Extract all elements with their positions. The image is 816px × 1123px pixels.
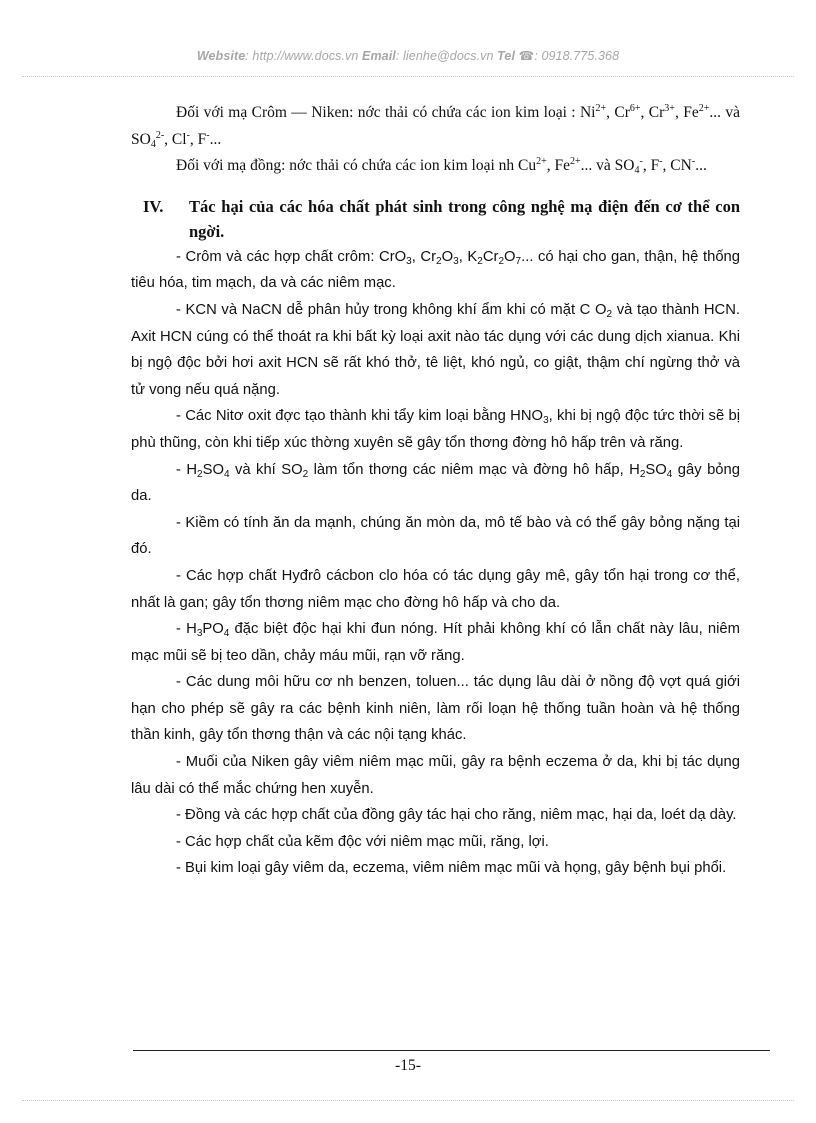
footer-divider	[133, 1050, 770, 1051]
website-label: Website	[196, 49, 246, 63]
header-divider	[22, 76, 794, 77]
email-label: Email	[362, 49, 396, 63]
page-number: -15-	[395, 1057, 421, 1074]
page-header	[0, 48, 816, 68]
item-chrome: - Crôm và các hợp chất crôm: CrO$_3$, $Cr_2O_3$, $K_2Cr_2O_7$... có hại cho gan, thận, hệ thống tiêu hóa, tim mạch, da và các niêm mạc.	[131, 248, 741, 292]
tel-number: : 0918.775.368	[534, 49, 620, 63]
website-url[interactable]: : http://www.docs.vn	[245, 49, 359, 63]
item-phosphoric-acid: - $H_3PO_4$ đặc biệt độc hại khi đun nóng. Hít phải không khí có lẫn chất này lâu, niêm mạc mũi sẽ bị teo dần, chảy máu mũi, rạn vỡ răng.	[131, 621, 740, 664]
phone-icon: ☎	[518, 49, 535, 63]
item-metal-dust: - Bụi kim loại gây viêm da, eczema, viêm niêm mạc mũi và họng, gây bệnh bụi phổi.	[176, 860, 727, 877]
item-sulfuric-acid: - $H_2SO_4$ và khí $SO_2$ làm tổn thơng các niêm mạc và đờng hô hấp, $H_2SO_4$ gây bỏng da.	[131, 461, 740, 505]
item-cyanide: - KCN và NaCN dễ phân hủy trong không khí ẩm khi có mặt C $O_2$ và tạo thành HCN. Axit HCN cúng có thể thoát ra khi bất kỳ loại axit nào tác dụng với các dung dịch xianua. Khi bị ngộ độc bởi hơi axit HCN sẽ rất khó thở, tê liệt, khó ngủ, co giật, thậm chí ngừng thở và tử vong nếu quá nặng.	[131, 301, 740, 398]
email-address[interactable]: : lienhe@docs.vn	[395, 49, 494, 63]
intro-paragraph-chrome-nickel: Đối với mạ Crôm — Niken: nớc thải có chứa các ion kim loại : $Ni^{2+}$, $Cr^{6+}$, $Cr^{3+}$, $Fe^{2+}$... và $SO_4^{2-}$, Cl-, F-...	[131, 103, 740, 150]
section-title: Tác hại của các hóa chất phát sinh trong công nghệ mạ điện đến cơ thể con ngời.	[189, 196, 740, 241]
item-alkali: - Kiềm có tính ăn da mạnh, chúng ăn mòn da, mô tế bào và có thể gây bỏng nặng tại đó.	[131, 514, 740, 558]
item-zinc-compounds: - Các hợp chất của kẽm độc với niêm mạc mũi, răng, lợi.	[176, 833, 549, 850]
section-heading	[131, 194, 740, 244]
item-copper-compounds: - Đồng và các hợp chất của đồng gây tác hại cho răng, niêm mạc, hại da, loét dạ dày.	[176, 807, 737, 824]
bottom-divider	[22, 1100, 794, 1101]
item-nickel-salts: - Muối của Niken gây viêm niêm mạc mũi, gây ra bệnh eczema ở da, khi bị tác dụng lâu dài có thể mắc chứng hen xuyễn.	[131, 754, 740, 797]
main-content	[131, 100, 740, 882]
item-chlorinated-hydrocarbon: - Các hợp chất Hyđrô cácbon clo hóa có tác dụng gây mê, gây tổn hại trong cơ thể, nhất là gan; gây tổn thơng niêm mạc cho đờng hô hấp và cho da.	[131, 567, 740, 611]
section-number: IV.	[143, 196, 164, 216]
item-organic-solvents: - Các dung môi hữu cơ nh benzen, toluen... tác dụng lâu dài ở nồng độ vợt quá giới hạn cho phép sẽ gây ra các bệnh kinh niên, làm rối loạn hệ thống tuần hoàn và hệ thống thần kinh, gây tổn thơng thận và các nội tạng khác.	[131, 674, 740, 744]
intro-paragraph-copper: Đối với mạ đồng: nớc thải có chứa các ion kim loại nh $Cu^{2+}$, $Fe^{2+}$... và $SO_4^-$, F-, CN-...	[176, 156, 707, 177]
item-nitrogen-oxide: - Các Nitơ oxit đợc tạo thành khi tẩy kim loại bằng $HNO_3$, khi bị ngộ độc tức thời sẽ bị phù thũng, còn khi tiếp xúc thờng xuyên sẽ gây tổn thơng đờng hô hấp trên và răng.	[131, 408, 740, 451]
tel-label: Tel	[497, 49, 516, 63]
